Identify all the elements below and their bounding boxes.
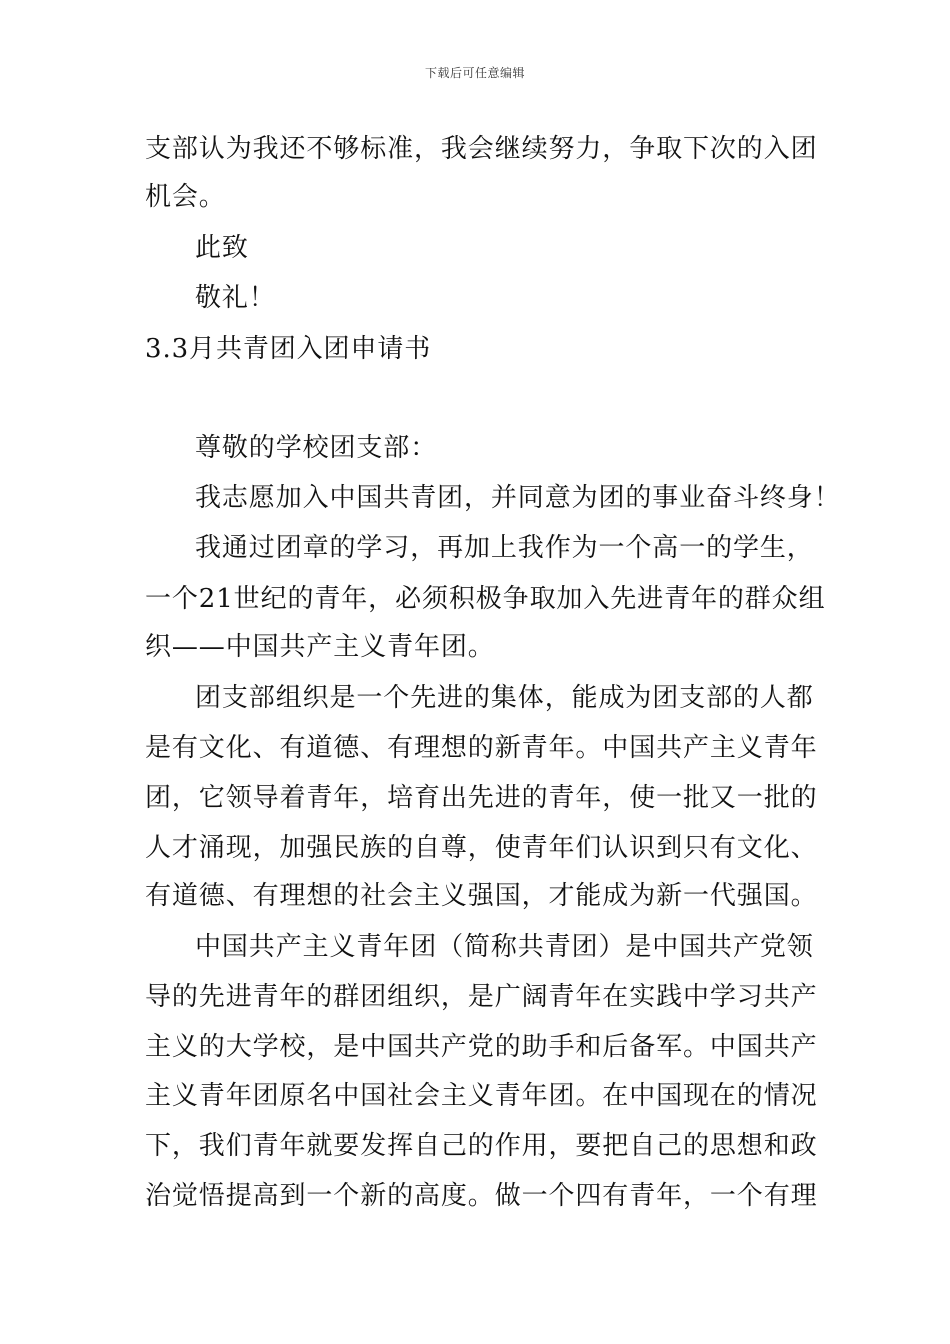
text-line: 此致 bbox=[195, 233, 249, 263]
text-line: 主义的大学校，是中国共产党的助手和后备军。中国共产 bbox=[145, 1032, 818, 1062]
section-title: 3.3月共青团入团申请书 bbox=[145, 334, 432, 364]
salutation: 尊敬的学校团支部： bbox=[195, 433, 438, 463]
text-line: 中国共产主义青年团（简称共青团）是中国共产党领 bbox=[195, 932, 814, 962]
text-line: 导的先进青年的群团组织，是广阔青年在实践中学习共产 bbox=[145, 982, 818, 1012]
text-line: 团，它领导着青年，培育出先进的青年，使一批又一批的 bbox=[145, 783, 818, 813]
page-header: 下载后可任意编辑 bbox=[424, 66, 525, 80]
text-line: 治觉悟提高到一个新的高度。做一个四有青年，一个有理 bbox=[145, 1181, 818, 1211]
text-line: 主义青年团原名中国社会主义青年团。在中国现在的情况 bbox=[145, 1081, 818, 1111]
text-line: 一个21世纪的青年，必须积极争取加入先进青年的群众组 bbox=[145, 584, 826, 614]
text-line: 人才涌现，加强民族的自尊，使青年们认识到只有文化、 bbox=[145, 833, 818, 863]
text-line: 我通过团章的学习，再加上我作为一个高一的学生， bbox=[195, 533, 814, 563]
text-line: 下，我们青年就要发挥自己的作用，要把自己的思想和政 bbox=[145, 1131, 818, 1161]
text-line: 我志愿加入中国共青团，并同意为团的事业奋斗终身！ bbox=[195, 483, 841, 513]
text-line: 是有文化、有道德、有理想的新青年。中国共产主义青年 bbox=[145, 733, 818, 763]
text-line: 支部认为我还不够标准，我会继续努力，争取下次的入团 bbox=[145, 134, 818, 164]
text-line: 有道德、有理想的社会主义强国，才能成为新一代强国。 bbox=[145, 881, 818, 911]
text-line: 机会。 bbox=[145, 182, 226, 212]
text-line: 团支部组织是一个先进的集体，能成为团支部的人都 bbox=[195, 683, 814, 713]
text-line: 织——中国共产主义青年团。 bbox=[145, 632, 495, 662]
text-line: 敬礼！ bbox=[195, 283, 276, 313]
